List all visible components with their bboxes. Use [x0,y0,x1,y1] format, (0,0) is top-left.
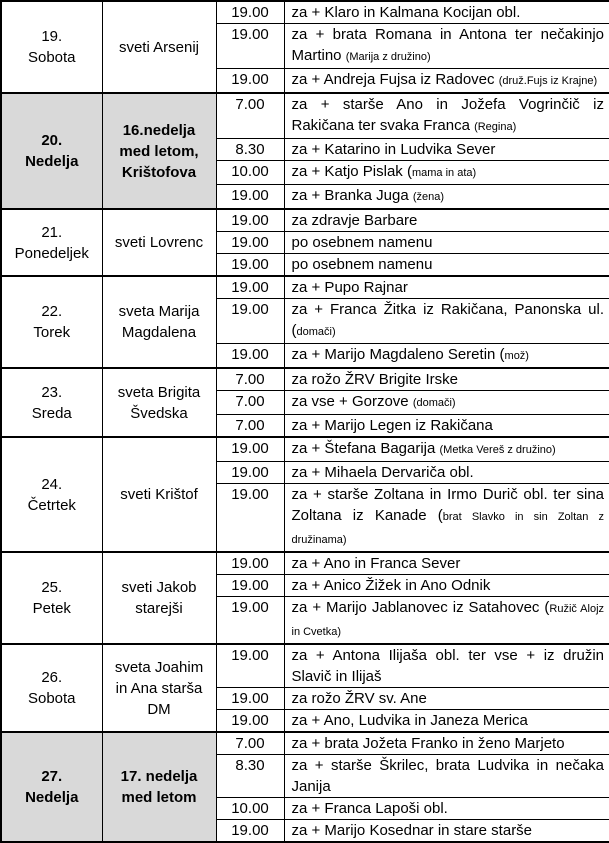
date-cell [1,644,102,732]
date-line: 24. [41,475,63,493]
mass-row [1,276,609,299]
intention-text: za + starše Zoltana in Irmo Durič obl. ter sina Zoltana iz Kanade ( [291,486,604,524]
mass-time: 19.00 [231,212,269,229]
date-line: Sreda [31,404,72,422]
mass-time-cell [216,732,284,755]
mass-intention-cell [284,437,609,462]
mass-time: 19.00 [231,486,269,503]
intention-text: za rožo ŽRV Brigite Irske [291,371,458,388]
feast-cell [102,552,216,644]
mass-time-cell [216,391,284,415]
mass-time-cell [216,139,284,161]
date-line: Torek [33,324,71,341]
intention-text: za + Katjo Pislak ( [291,163,412,180]
mass-intention-cell [284,161,609,185]
feast-cell [102,437,216,552]
mass-intention-cell [284,1,609,24]
date-line: Nedelja [25,153,79,170]
date-cell [1,276,102,368]
intention-text: za + brata Jožeta Franko in ženo Marjeto [291,735,565,752]
mass-time: 19.00 [231,26,269,43]
intention-text: za + Ano in Franca Sever [291,555,461,572]
mass-intention-cell [284,415,609,438]
mass-intention-cell [284,209,609,232]
mass-row [1,437,609,462]
feast-name: 17. nedelja med letom [120,768,198,806]
mass-time: 8.30 [235,757,265,774]
mass-time: 19.00 [231,647,269,664]
mass-intention-cell [284,185,609,210]
intention-text: za + Štefana Bagarija [291,440,440,457]
mass-row [1,732,609,755]
date-line: 19. [41,28,63,45]
schedule-body [1,1,609,842]
mass-time-cell [216,276,284,299]
mass-time-cell [216,93,284,139]
mass-intention-cell [284,552,609,575]
mass-time-cell [216,24,284,69]
mass-intention-cell [284,139,609,161]
mass-time: 7.00 [235,96,265,113]
feast-name: sveti Lovrenc [114,234,204,251]
intention-text: po osebnem namenu [291,234,433,251]
mass-time-cell [216,299,284,344]
date-line: Nedelja [25,789,79,806]
date-line: Četrtek [27,496,76,514]
date-cell [1,552,102,644]
mass-time: 19.00 [231,187,269,204]
feast-cell [102,209,216,276]
intention-note: mama in ata) [411,167,477,179]
mass-intention-cell [284,484,609,553]
date-cell [1,368,102,437]
mass-time: 19.00 [231,599,269,616]
mass-intention-cell [284,69,609,94]
mass-time-cell [216,484,284,553]
intention-text: po osebnem namenu [291,256,433,273]
mass-time: 19.00 [231,346,269,363]
mass-time-cell [216,368,284,391]
mass-time-cell [216,209,284,232]
intention-note: (druž.Fujs iz Krajne) [498,75,598,87]
mass-time-cell [216,462,284,484]
mass-time-cell [216,1,284,24]
intention-text: za + Mihaela Dervariča obl. [291,464,474,481]
mass-time-cell [216,688,284,710]
intention-text: za zdravje Barbare [291,212,418,229]
mass-time: 19.00 [231,690,269,707]
mass-time: 19.00 [231,256,269,273]
date-line: 22. [41,303,63,320]
mass-time: 19.00 [231,440,269,457]
feast-cell [102,368,216,437]
date-line: 26. [41,669,63,686]
intention-text: za + Franca Žitka iz Rakičana, Panonska ul. ( [291,301,604,339]
mass-time: 10.00 [231,800,269,817]
mass-time-cell [216,597,284,645]
mass-intention-cell [284,688,609,710]
mass-intention-cell [284,732,609,755]
intention-text: za + Branka Juga [291,187,413,204]
intention-text: za + Franca Lapoši obl. [291,800,448,817]
mass-time: 19.00 [231,4,269,21]
intention-note: brat Slavko in sin Zoltan z družinama) [291,511,605,546]
intention-text: za + Anico Žižek in Ano Odnik [291,577,491,594]
mass-time-cell [216,69,284,94]
mass-row [1,209,609,232]
intention-text: za + Antona Ilijaša obl. ter vse + iz družin Slavič in Ilijaš [291,647,604,685]
intention-note: domači) [296,326,336,338]
intention-text: za + Marijo Jablanovec iz Satahovec ( [291,599,550,616]
date-line: Sobota [27,690,76,707]
mass-intention-cell [284,820,609,843]
intention-text: za + Pupo Rajnar [291,279,408,296]
date-cell [1,1,102,93]
intention-text: za + Andreja Fujsa iz Radovec [291,71,499,88]
date-cell [1,209,102,276]
mass-intention-cell [284,644,609,688]
intention-text: za + brata Romana in Antona ter nečakinjo Martino [291,26,604,64]
mass-intention-cell [284,755,609,798]
mass-time-cell [216,232,284,254]
date-line: Ponedeljek [14,244,89,262]
feast-cell [102,732,216,842]
intention-text: za + starše Ano in Jožefa Vogrinčič iz Rakičana ter svaka Franca [291,96,604,134]
intention-text: za + Marijo Legen iz Rakičana [291,417,493,434]
mass-intention-cell [284,299,609,344]
intention-text: za + Ano, Ludvika in Janeza Merica [291,712,528,729]
mass-time: 19.00 [231,577,269,594]
mass-intention-cell [284,575,609,597]
date-cell [1,732,102,842]
date-cell [1,437,102,552]
intention-note: (Regina) [474,121,517,133]
mass-time-cell [216,644,284,688]
mass-time: 19.00 [231,464,269,481]
mass-intention-cell [284,276,609,299]
intention-text: za + Katarino in Ludvika Sever [291,141,496,158]
feast-cell [102,644,216,732]
feast-cell [102,93,216,209]
intention-text: za + Marijo Magdaleno Seretin ( [291,346,505,363]
intention-note: (domači) [412,397,456,409]
date-line: 20. [41,132,63,149]
mass-time-cell [216,437,284,462]
mass-time: 8.30 [235,141,265,158]
feast-name: 16.nedelja med letom, Krištofova [119,121,199,181]
mass-time: 19.00 [231,234,269,251]
mass-row [1,368,609,391]
intention-note: Ružič Alojz in Cvetka) [291,603,605,638]
feast-name: sveti Arsenij [118,38,200,56]
mass-intention-cell [284,24,609,69]
intention-text: za + Marijo Kosednar in stare starše [291,822,533,839]
mass-time-cell [216,575,284,597]
mass-row [1,552,609,575]
mass-intention-cell [284,254,609,277]
intention-note: mož) [504,350,529,362]
mass-intention-cell [284,344,609,369]
intention-text: za rožo ŽRV sv. Ane [291,690,427,707]
intention-text: za + starše Škrilec, brata Ludvika in nečaka Janija [291,757,604,795]
date-line: Petek [32,600,71,617]
mass-time: 19.00 [231,555,269,572]
mass-time: 19.00 [231,279,269,296]
feast-name: sveta Marija Magdalena [118,303,200,341]
mass-time: 7.00 [235,371,265,388]
mass-time-cell [216,254,284,277]
mass-row [1,93,609,139]
mass-time-cell [216,552,284,575]
mass-time-cell [216,710,284,733]
mass-time: 19.00 [231,822,269,839]
mass-intention-cell [284,232,609,254]
mass-intention-cell [284,93,609,139]
mass-time: 19.00 [231,71,269,88]
mass-intention-cell [284,710,609,733]
mass-time-cell [216,185,284,210]
date-line: 25. [41,579,63,596]
mass-row [1,1,609,24]
mass-time-cell [216,344,284,369]
intention-note: (žena) [412,191,445,203]
mass-time-cell [216,755,284,798]
mass-intention-cell [284,597,609,645]
intention-text: za + Klaro in Kalmana Kocijan obl. [291,4,521,21]
mass-time: 7.00 [235,417,265,434]
intention-note: (Marija z družino) [345,51,431,63]
feast-name: sveti Jakob starejši [121,579,197,617]
intention-note: (Metka Vereš z družino) [439,444,556,456]
mass-time-cell [216,820,284,843]
feast-cell [102,276,216,368]
date-line: Sobota [27,49,76,66]
mass-time-cell [216,415,284,438]
feast-name: sveti Krištof [120,486,198,503]
feast-name: sveta Brigita Švedska [117,383,201,422]
intention-text: za vse + Gorzove [291,393,413,410]
mass-intention-cell [284,462,609,484]
feast-name: sveta Joahim in Ana starša DM [114,658,204,718]
mass-time: 10.00 [231,163,269,180]
mass-time: 7.00 [235,735,265,752]
mass-time: 19.00 [231,301,269,318]
date-line: 27. [41,768,63,785]
date-line: 21. [41,223,63,241]
date-line: 23. [41,383,63,401]
mass-time-cell [216,161,284,185]
mass-time: 19.00 [231,712,269,729]
mass-row [1,644,609,688]
mass-intention-cell [284,391,609,415]
date-cell [1,93,102,209]
mass-intention-cell [284,368,609,391]
mass-time: 7.00 [235,393,265,410]
feast-cell [102,1,216,93]
